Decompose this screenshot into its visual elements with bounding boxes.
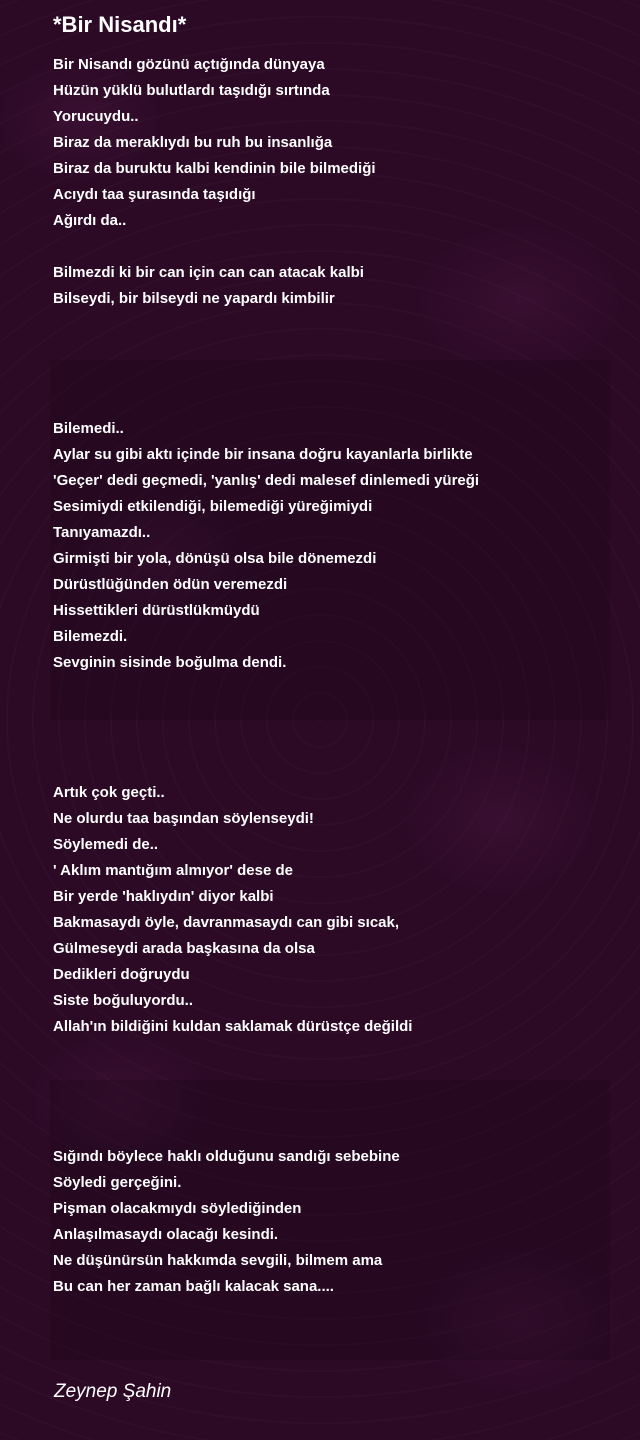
- poem-line: Tanıyamazdı..: [53, 524, 151, 541]
- poem-line: Aylar su gibi aktı içinde bir insana doğru kayanlarla birlikte: [53, 446, 473, 463]
- poem-line: Bakmasaydı öyle, davranmasaydı can gibi sıcak,: [53, 914, 400, 931]
- poem-line: Sesimiydi etkilendiği, bilemediği yüreğimiydi: [53, 498, 373, 515]
- stanza-2: [53, 260, 613, 312]
- poem-line: 'Geçer' dedi geçmedi, 'yanlış' dedi malesef dinlemedi yüreği: [53, 472, 480, 489]
- poem-line: Bu can her zaman bağlı kalacak sana....: [53, 1278, 334, 1295]
- poem-line: Sığındı böylece haklı olduğunu sandığı sebebine: [53, 1148, 400, 1165]
- poem-line: Söyledi gerçeğini.: [53, 1174, 182, 1191]
- poem-line: Girmişti bir yola, dönüşü olsa bile dönemezdi: [53, 550, 377, 567]
- poem-line: Biraz da buruktu kalbi kendinin bile bilmediği: [53, 160, 376, 177]
- poem-line: Allah'ın bildiğini kuldan saklamak dürüstçe değildi: [53, 1018, 413, 1035]
- poem-line: Acıydı taa şurasında taşıdığı: [53, 186, 256, 203]
- stanza-5: [53, 1144, 613, 1300]
- poem-line: Yorucuydu..: [53, 108, 139, 125]
- poem-line: Bir yerde 'haklıydın' diyor kalbi: [53, 888, 274, 905]
- poem-line: Pişman olacakmıydı söylediğinden: [53, 1200, 302, 1217]
- stanza-1: [53, 52, 613, 234]
- poem-author: Zeynep Şahin: [54, 1381, 172, 1402]
- poem-line: Bir Nisandı gözünü açtığında dünyaya: [53, 56, 325, 73]
- poem-body: [53, 52, 613, 1300]
- poem-line: Biraz da meraklıydı bu ruh bu insanlığa: [53, 134, 333, 151]
- stanza-3: [53, 416, 613, 676]
- poem-line: Hüzün yüklü bulutlardı taşıdığı sırtında: [53, 82, 330, 99]
- poem-line: Dedikleri doğruydu: [53, 966, 190, 983]
- stanza-4: [53, 780, 613, 1040]
- poem-line: Gülmeseydi arada başkasına da olsa: [53, 940, 315, 957]
- poem-line: Bilemedi..: [53, 420, 124, 437]
- poem-line: Ne olurdu taa başından söylenseydi!: [53, 810, 314, 827]
- poem-line: Ne düşünürsün hakkımda sevgili, bilmem ama: [53, 1252, 383, 1269]
- poem-line: Artık çok geçti..: [53, 784, 165, 801]
- poem-line: Anlaşılmasaydı olacağı kesindi.: [53, 1226, 279, 1243]
- poem-line: Bilmezdi ki bir can için can can atacak kalbi: [53, 264, 364, 281]
- poem-line: ' Aklım mantığım almıyor' dese de: [53, 862, 293, 879]
- poem-line: Hissettikleri dürüstlükmüydü: [53, 602, 260, 619]
- stanza-gap: [53, 312, 613, 416]
- stanza-gap: [53, 1040, 613, 1144]
- poem-line: Ağırdı da..: [53, 212, 127, 229]
- poem-line: Bilseydi, bir bilseydi ne yapardı kimbilir: [53, 290, 335, 307]
- poem-line: Sevginin sisinde boğulma dendi.: [53, 654, 287, 671]
- stanza-gap: [53, 676, 613, 780]
- poem-line: Dürüstlüğünden ödün veremezdi: [53, 576, 288, 593]
- poem-title: *Bir Nisandı*: [53, 12, 187, 37]
- poem-line: Bilemezdi.: [53, 628, 128, 645]
- stanza-gap: [53, 234, 613, 260]
- poem-line: Söylemedi de..: [53, 836, 159, 853]
- poem-line: Siste boğuluyordu..: [53, 992, 194, 1009]
